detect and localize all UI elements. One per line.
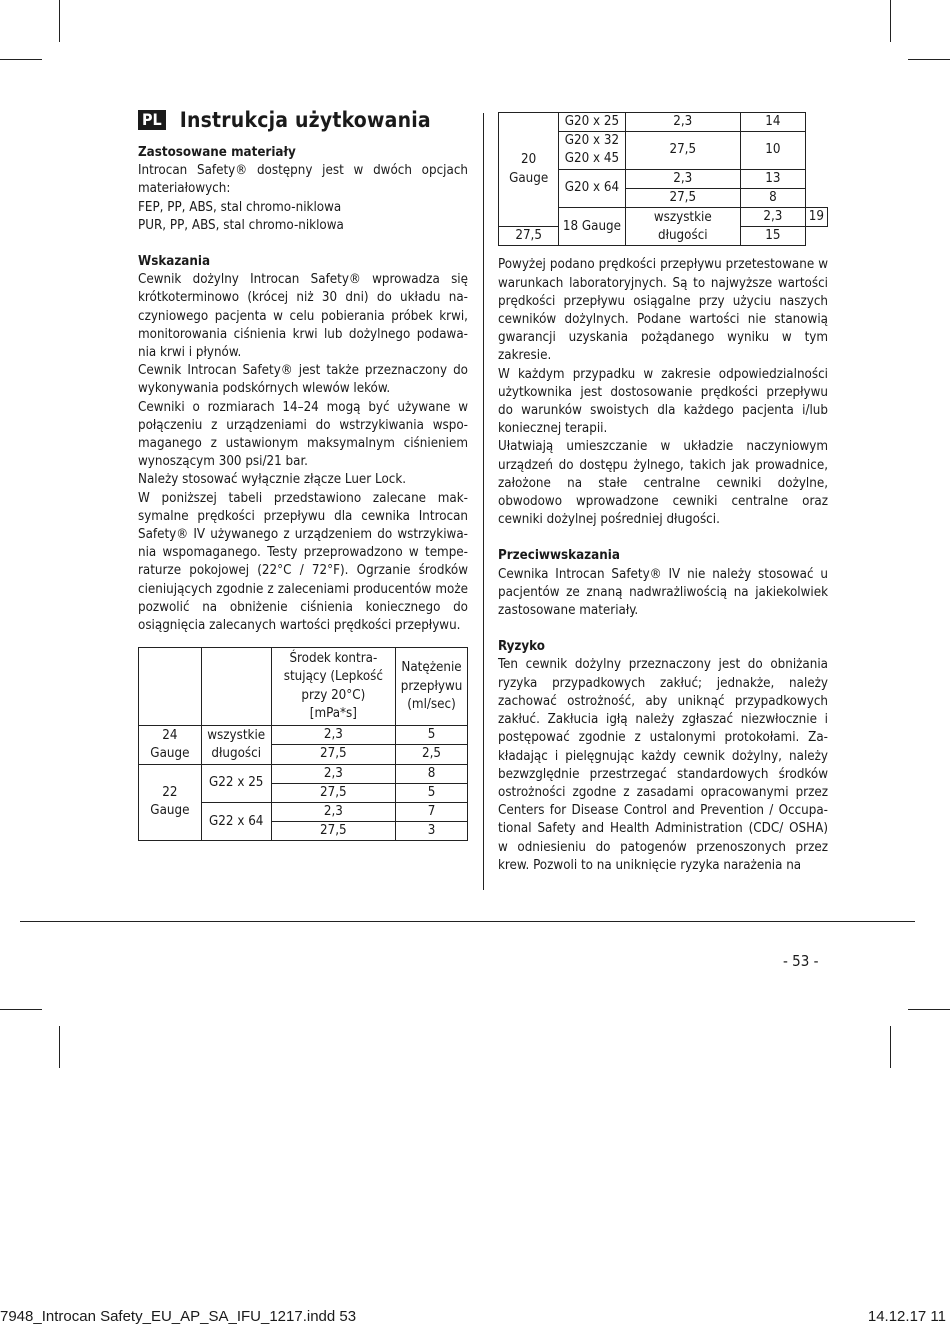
crop-mark [890, 1026, 891, 1068]
flow-note-paragraph: Ułatwiają umieszczanie w układzie naczyniowym urządzeń do dostępu żylnego, takich jak prowadnice, założone na stałe centralne cewniki dożylne, obwodowo wprowadzone cewniki centralne oraz cewniki dożylnej pośredniej długości. [498, 439, 828, 528]
contraindications-heading: Przeciwwskazania [498, 548, 620, 564]
flow-cell: 5 [396, 783, 468, 802]
header-empty [201, 648, 271, 726]
column-divider [483, 113, 484, 890]
table-row [139, 726, 468, 745]
length-cell: G22 x 64 [201, 802, 271, 840]
indications-paragraph: Cewnik dożylny Introcan Safety® wprowadza się krótkoterminowo (krócej niż 30 dni) do układu naczyniowego pacjenta w celu pobierania próbek krwi, monitorowania ciśnienia krwi lub dożylnego podawania krwi i płynów. [138, 272, 468, 361]
page-title: Instrukcja użytkowania [179, 107, 431, 132]
length-cell: G20 x 64 [559, 169, 625, 207]
viscosity-cell: 27,5 [499, 227, 559, 246]
indications-heading: Wskazania [138, 254, 211, 270]
materials-line-2: PUR, PP, ABS, stal chromo-niklowa [138, 217, 344, 233]
flow-cell: 8 [741, 188, 806, 207]
viscosity-cell: 2,3 [625, 113, 740, 132]
flow-cell: 15 [741, 227, 806, 246]
right-column [498, 112, 828, 875]
header-empty [139, 648, 202, 726]
viscosity-cell: 2,3 [271, 726, 395, 745]
length-cell: G20 x 32 G20 x 45 [559, 132, 625, 169]
risk-heading: Ryzyko [498, 639, 545, 655]
footer-filename: 7948_Introcan Safety_EU_AP_SA_IFU_1217.indd 53 [0, 1308, 357, 1325]
indications-paragraph: W poniższej tabeli przedstawiono zalecane maksymalne prędkości przepływu dla cewnika Introcan Safety® IV używanego z urządzeniem do wstrzykiwania wspomaganego. Testy przeprowadzono w temperaturze pokojowej (22°C / 72°F). Ogrzanie środków cieniujących zgodnie z zaleceniami producentów może pozwolić na obniżenie ciśnienia koniecznego do osiągnięcia zalecanych wartości prędkości przepływu. [138, 490, 468, 634]
crop-mark [59, 0, 60, 42]
flow-cell: 5 [396, 726, 468, 745]
flow-note-paragraph: W każdym przypadku w zakresie odpowiedzialności użytkownika jest dostosowanie prędkości przepływu do warunków swoistych dla każdego pacjenta i/lub koniecznej terapii. [498, 366, 828, 437]
flow-cell: 3 [396, 822, 468, 841]
crop-mark [908, 1009, 950, 1010]
flow-cell: 8 [396, 764, 468, 783]
viscosity-cell: 27,5 [271, 783, 395, 802]
header-viscosity: Środek kontrastujący (Lepkość przy 20°C) [mPa*s] [271, 648, 395, 726]
indications-paragraph: Cewniki o rozmiarach 14–24 mogą być używane w połączeniu z urządzeniami do wstrzykiwania wspomaganego z ustawionym maksymalnym ciśnieniem wynoszącym 300 psi/21 bar. [138, 399, 468, 470]
risk-text: Ten cewnik dożylny przeznaczony jest do obniżania ryzyka przypadkowych zakłuć; jednakże, należy zachować ostrożność, aby uniknąć przypadkowych zakłuć. Zakłucia igłą należy zgłaszać niezwłocznie i postępować zgodnie z ustalonymi protokołami. Zakładając i pielęgnując każdy cewnik dożylny, należy bezwzględnie przestrzegać standardowych środków ostrożności zgodne z zasadami opracowanymi przez Centers for Disease Control and Prevention / Occupational Safety and Health Administration (CDC/ OSHA) w odniesieniu do patogenów przenoszonych przez krew. Pozwoli to na uniknięcie ryzyka narażenia na [498, 657, 828, 873]
crop-mark [908, 59, 950, 60]
length-cell: wszystkie długości [625, 208, 740, 246]
contraindications-text: Cewnika Introcan Safety® IV nie należy stosować u pacjentów ze znaną nadwrażliwością na jakiekolwiek zastosowane materiały. [498, 566, 828, 619]
flow-cell: 10 [741, 132, 806, 169]
flow-cell: 2,5 [396, 745, 468, 764]
page-number: - 53 - [783, 952, 819, 970]
header-flow-rate: Natężenie przepływu (ml/sec) [396, 648, 468, 726]
viscosity-cell: 27,5 [271, 822, 395, 841]
gauge-cell: 18 Gauge [559, 208, 625, 246]
length-cell: wszystkie długości [201, 726, 271, 764]
table-header-row [139, 648, 468, 726]
title-row [138, 107, 468, 132]
viscosity-cell: 2,3 [625, 169, 740, 188]
flow-rate-table [138, 647, 468, 841]
materials-text: Introcan Safety® dostępny jest w dwóch opcjach materiałowych: [138, 163, 468, 197]
flow-cell: 7 [396, 802, 468, 821]
viscosity-cell: 27,5 [625, 188, 740, 207]
flow-cell: 14 [741, 113, 806, 132]
flow-cell: 13 [741, 169, 806, 188]
crop-mark [59, 1026, 60, 1068]
viscosity-cell: 27,5 [625, 132, 740, 169]
viscosity-cell: 2,3 [741, 208, 806, 227]
table-row [139, 764, 468, 783]
footer-rule [20, 921, 915, 922]
flow-rate-table-continued [498, 112, 828, 246]
flow-note-paragraph: Powyżej podano prędkości przepływu przetestowane w warunkach laboratoryjnych. Są to najwyższe wartości prędkości przepływu osiągalne przy użyciu naszych cewników dożylnych. Podane wartości nie stanowią gwarancji uzyskania pożądanego wyniku w tym zakresie. [498, 257, 828, 364]
indications-paragraph: Cewnik Introcan Safety® jest także przeznaczony do wykonywania podskórnych wlewów leków. [138, 363, 468, 397]
materials-line-1: FEP, PP, ABS, stal chromo-niklowa [138, 199, 342, 215]
gauge-cell: 24 Gauge [139, 726, 202, 764]
viscosity-cell: 27,5 [271, 745, 395, 764]
materials-heading: Zastosowane materiały [138, 145, 296, 160]
table-row [499, 113, 828, 132]
language-badge: PL [138, 110, 166, 130]
left-column [138, 107, 468, 841]
viscosity-cell: 2,3 [271, 802, 395, 821]
length-cell: G22 x 25 [201, 764, 271, 802]
crop-mark [0, 1009, 42, 1010]
viscosity-cell: 2,3 [271, 764, 395, 783]
crop-mark [890, 0, 891, 42]
footer-date: 14.12.17 11 [867, 1308, 946, 1325]
length-cell: G20 x 25 [559, 113, 625, 132]
gauge-cell: 20 Gauge [499, 113, 559, 227]
gauge-cell: 22 Gauge [139, 764, 202, 841]
crop-mark [0, 59, 42, 60]
indications-paragraph: Należy stosować wyłącznie złącze Luer Lock. [138, 472, 407, 488]
flow-cell: 19 [805, 208, 827, 227]
